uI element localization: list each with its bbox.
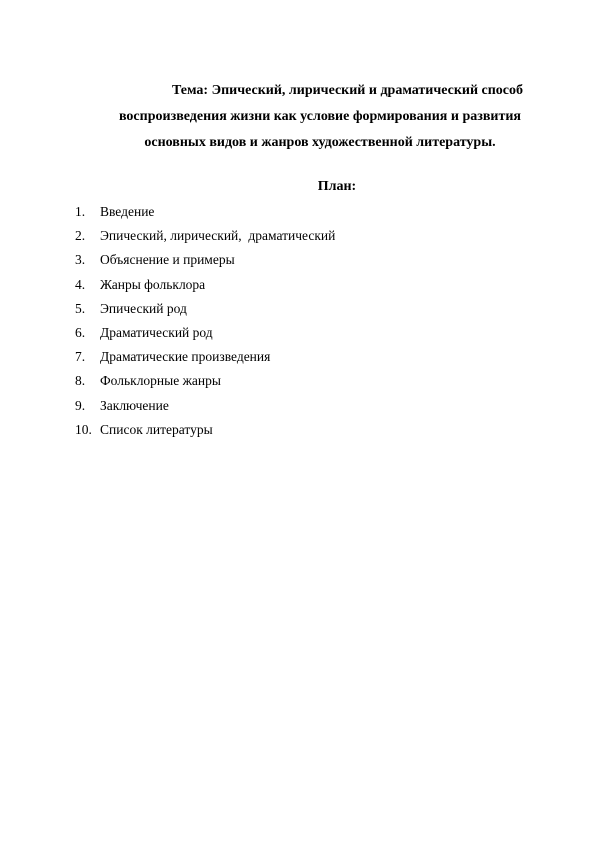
list-item	[75, 369, 335, 393]
list-item-text: Введение	[100, 204, 155, 219]
list-item-text: Жанры фольклора	[100, 276, 206, 292]
list-item	[75, 418, 335, 442]
list-item	[75, 297, 335, 321]
list-item-text: Заключение	[100, 397, 169, 413]
list-item-number: 3.	[75, 252, 86, 268]
list-item-text: Объяснение и примеры	[100, 252, 235, 268]
list-item-text: Фольклорные жанры	[100, 373, 221, 389]
list-item	[75, 394, 335, 418]
list-item	[75, 248, 335, 272]
list-item-number: 1.	[75, 204, 86, 219]
list-item-number: 7.	[75, 349, 86, 365]
document-title	[60, 78, 580, 156]
list-item	[75, 321, 335, 345]
title-line: основных видов и жанров художественной литературы.	[144, 135, 496, 150]
list-item-number: 8.	[75, 373, 86, 389]
list-item	[75, 200, 335, 224]
list-item-number: 5.	[75, 300, 86, 316]
list-item-text: Эпический род	[100, 300, 187, 316]
list-item-text: Список литературы	[100, 421, 213, 437]
list-item-number: 9.	[75, 397, 86, 413]
list-item-number: 2.	[75, 228, 86, 244]
list-item	[75, 345, 335, 369]
list-item	[75, 224, 335, 248]
list-item-number: 4.	[75, 276, 86, 292]
title-line: воспроизведения жизни как условие формирования и развития	[118, 109, 522, 124]
list-item-number: 6.	[75, 324, 86, 340]
list-item-number: 10.	[75, 421, 92, 437]
title-line: Тема: Эпический, лирический и драматический способ	[171, 83, 524, 98]
plan-list	[75, 200, 335, 442]
list-item	[75, 273, 335, 297]
list-item-text: Эпический, лирический, драматический	[100, 228, 336, 244]
list-item-text: Драматические произведения	[100, 349, 271, 365]
list-item-text: Драматический род	[100, 324, 213, 340]
plan-heading: План:	[317, 179, 357, 194]
